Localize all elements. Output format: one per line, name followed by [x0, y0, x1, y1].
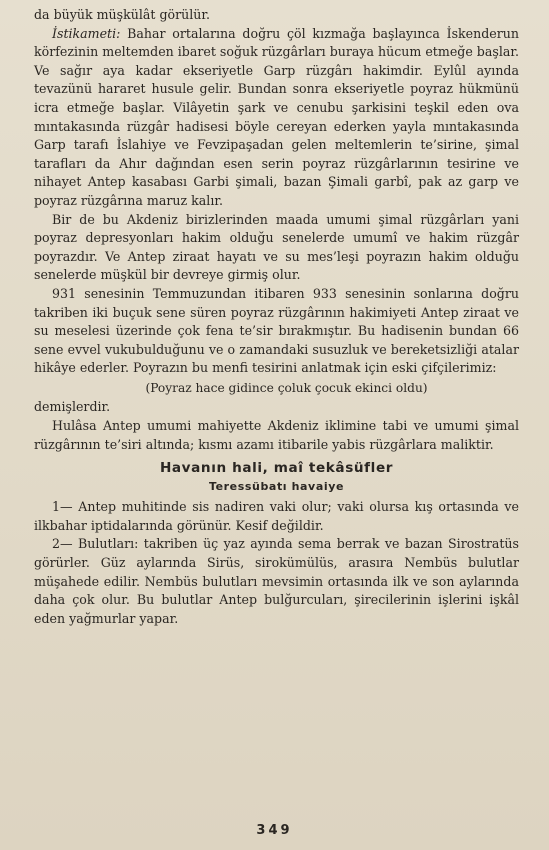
paragraph-poyraz-history: 931 senesinin Temmuzundan itibaren 933 senesinin sonlarına doğru takriben iki buçuk sene süren poyraz rüzgârının hakimiyeti Antep ziraat ve su meselesi üzerinde çok fena te’sir bırakmıştır. Bu hadisenin bundan 66 sene evvel vukubulduğunu ve o zamandaki susuzluk ve bereketsizliği atalar hikâye ederler. Poyrazın bu menfi tesirini anlatmak için eski çifçilerimiz: — [34, 285, 519, 376]
proverb-quote: (Poyraz hace gidince çoluk çocuk ekinci oldu) — [145, 380, 428, 395]
paragraph-direction — [34, 25, 519, 211]
page-number: 349 — [256, 823, 293, 838]
after-quote: demişlerdir. — [34, 399, 111, 415]
paragraph-lead: İstikameti: — [52, 25, 121, 41]
section-subtitle: Teressübatı havaiye — [208, 480, 345, 494]
paragraph-mediterranean: Bir de bu Akdeniz birizlerinden maada umumi şimal rüzgârları yani poyraz depresyonları hakim olduğu senelerde umumî ve hakim rüzgâr poyrazdır. Ve Antep ziraat hayatı ve su mes’leşi poyrazın hakim olduğu senelerde müşkül bir devreye girmiş olur. — [34, 211, 519, 283]
list-item: 1— Antep muhitinde sis nadiren vaki olur; vaki olursa kış ortasında ve ilkbahar iptidalarında görünür. Kesif değildir. — [34, 499, 519, 533]
paragraph-body: Bahar ortalarına doğru çöl kızmağa başlayınca İskenderun körfezinin meltemden ibaret soğuk rüzgârları buraya hücum etmeğe başlar. Ve sağır aya kadar ekseriyetle Garp rüzgârı hakimdir. Eylûl ayında tevazünü hararet husule gelir. Bundan sonra ekseriyetle poyraz hükmünü icra etmeğe başlar. Vilâyetin şark ve cenubu şarkisini teşkil eden ova mıntakasında rüzgâr hadisesi böyle cereyan ederken yayla mıntakasında Garp tarafı İslahiye ve Fevzipaşadan gelen meltemlerin te’sirine, şimal tarafları da Ahır dağından esen serin poyraz rüzgârlarının tesirine ve nihayet Antep kasabası Garbi şimali, bazan Şimali garbî, pak az garp ve poyraz rüzgârına maruz kalır. — [34, 25, 519, 208]
list-item: 2— Bulutları: takriben üç yaz ayında sema berrak ve bazan Sirostratüs görürler. Güz aylarında Sirüs, sirokümülüs, arasıra Nembüs bulutlar müşahede edilir. Nembüs bulutları mevsimin ortasında ilk ve son aylarında daha çok olur. Bu bulutlar Antep bulğurcuları, şirecilerinin işlerini işkâl eden yağmurlar yapar. — [34, 536, 519, 626]
paragraph-summary: Hulâsa Antep umumi mahiyette Akdeniz iklimine tabi ve umumi şimal rüzgârının te’siri altında; kısmı azamı itibarile yabis rüzgârlara maliktir. — [34, 418, 519, 452]
paragraph-continuation: da büyük müşkülât görülür. — [34, 7, 211, 22]
section-title: Havanın hali, maî tekâsüfler — [159, 460, 394, 477]
